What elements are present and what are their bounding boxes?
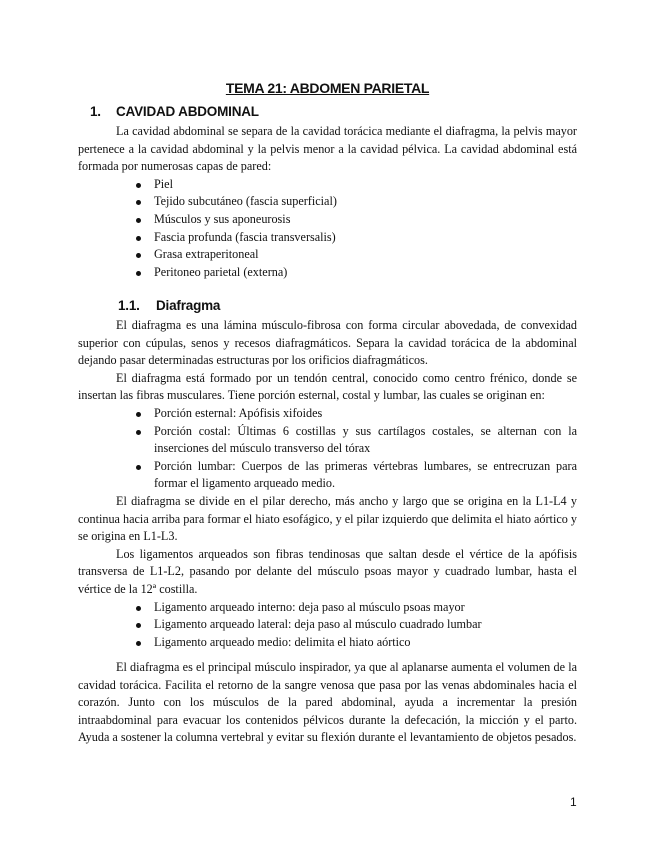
section-cavidad-abdominal-body (78, 123, 577, 281)
paragraph: Los ligamentos arqueados son fibras tendinosas que saltan desde el vértice de la apófisis transversa de L1-L2, pasando por delante del músculo psoas mayor y cuadrado lumbar, hasta el vértice de la 12ª costilla. (78, 546, 577, 596)
list-item: Porción costal: Últimas 6 costillas y sus cartílagos costales, se alternan con la inserciones del músculo transverso del tórax (78, 423, 577, 458)
page-number: 1 (570, 795, 577, 809)
section-number: 1. (90, 104, 101, 119)
section-heading-text: CAVIDAD ABDOMINAL (116, 104, 259, 119)
list-item: Fascia profunda (fascia transversalis) (78, 229, 577, 247)
list-item: Ligamento arqueado medio: delimita el hiato aórtico (78, 634, 577, 652)
section-heading-cavidad-abdominal (90, 104, 259, 119)
paragraph: El diafragma es el principal músculo inspirador, ya que al aplanarse aumenta el volumen de la cavidad torácica. Facilita el retorno de la sangre venosa que pasa por las venas abdominales hacia el corazón. Junto con los músculos de la pared abdominal, ayuda a incrementar la presión intraabdominal para evacuar los contenidos pélvicos durante la defecación, la micción y el parto. Ayuda a sostener la columna vertebral y evitar su flexión durante el levantamiento de objetos pesados. (78, 660, 577, 745)
section-diafragma-function (78, 659, 577, 747)
origins-list (78, 405, 577, 493)
list-item: Grasa extraperitoneal (78, 246, 577, 264)
subsection-number: 1.1. (118, 298, 140, 313)
paragraph: El diafragma se divide en el pilar derecho, más ancho y largo que se origina en la L1-L4 y continua hacia arriba para formar el hiato esofágico, y el pilar izquierdo que delimita el hiato aórtico y se origina en L1-L3. (78, 493, 577, 544)
wall-layers-list (78, 176, 577, 282)
paragraph: La cavidad abdominal se separa de la cavidad torácica mediante el diafragma, la pelvis mayor pertenece a la cavidad abdominal y la pelvis menor a la cavidad pélvica. La cavidad abdominal está formada por numerosas capas de pared: (78, 124, 577, 174)
list-item: Tejido subcutáneo (fascia superficial) (78, 193, 577, 211)
ligaments-list (78, 599, 577, 652)
list-item: Piel (78, 176, 577, 194)
list-item: Porción esternal: Apófisis xifoides (78, 405, 577, 423)
paragraph: El diafragma es una lámina músculo-fibrosa con forma circular abovedada, de convexidad superior con cúpulas, senos y recesos diafragmáticos. Separa la cavidad torácica de la abdominal dejando pasar determinadas estructuras por los orificios diafragmáticos. (78, 318, 577, 368)
paragraph: El diafragma está formado por un tendón central, conocido como centro frénico, donde se insertan las fibras musculares. Tiene porción esternal, costal y lumbar, las cuales se originan en: (78, 370, 577, 403)
subsection-heading-text: Diafragma (156, 298, 221, 313)
list-item: Porción lumbar: Cuerpos de las primeras vértebras lumbares, se entrecruzan para formar el ligamento arqueado medio. (78, 458, 577, 493)
section-diafragma-body (78, 317, 577, 651)
subsection-heading-diafragma (118, 298, 220, 313)
list-item: Ligamento arqueado interno: deja paso al músculo psoas mayor (78, 599, 577, 617)
list-item: Peritoneo parietal (externa) (78, 264, 577, 282)
list-item: Ligamento arqueado lateral: deja paso al músculo cuadrado lumbar (78, 616, 577, 634)
list-item: Músculos y sus aponeurosis (78, 211, 577, 229)
document-title: TEMA 21: ABDOMEN PARIETAL (225, 80, 430, 96)
